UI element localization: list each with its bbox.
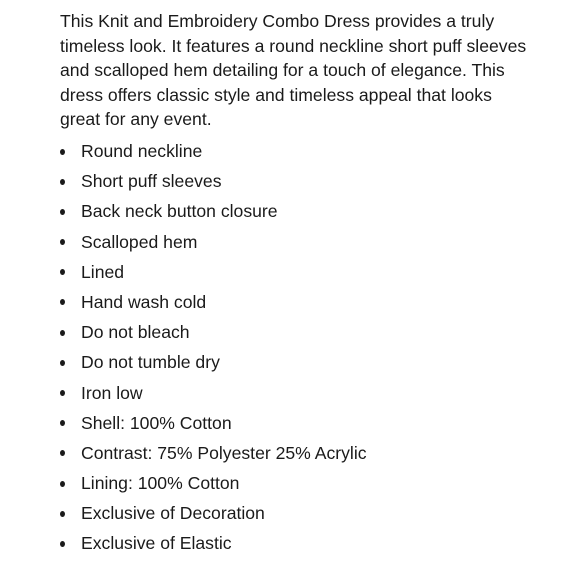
feature-text: Do not bleach bbox=[81, 322, 190, 343]
feature-text: Exclusive of Elastic bbox=[81, 533, 232, 554]
bullet-icon bbox=[60, 179, 65, 185]
feature-text: Do not tumble dry bbox=[81, 352, 220, 373]
feature-text: Contrast: 75% Polyester 25% Acrylic bbox=[81, 442, 367, 463]
product-description: This Knit and Embroidery Combo Dress provides a truly timeless look. It features a round neckline short puff sleeves and scalloped hem detailing for a touch of elegance. This dress offers classic style and timeless appeal that looks great for any event. bbox=[60, 11, 527, 129]
feature-text: Exclusive of Decoration bbox=[81, 503, 265, 524]
bullet-icon bbox=[60, 209, 65, 215]
bullet-icon bbox=[60, 450, 65, 456]
bullet-icon bbox=[60, 239, 65, 245]
bullet-icon bbox=[60, 360, 65, 366]
feature-text: Back neck button closure bbox=[81, 201, 278, 222]
feature-text: Round neckline bbox=[81, 141, 203, 161]
bullet-icon bbox=[60, 149, 65, 155]
bullet-icon bbox=[60, 541, 65, 547]
feature-text: Iron low bbox=[81, 382, 143, 403]
feature-text: Hand wash cold bbox=[81, 291, 207, 312]
bullet-icon bbox=[60, 299, 65, 305]
feature-text: Lined bbox=[81, 261, 125, 282]
bullet-icon bbox=[60, 511, 65, 517]
feature-text: Scalloped hem bbox=[81, 231, 198, 252]
feature-text: Lining: 100% Cotton bbox=[81, 473, 240, 494]
bullet-icon bbox=[60, 481, 65, 487]
bullet-icon bbox=[60, 330, 65, 336]
bullet-icon bbox=[60, 390, 65, 396]
feature-text: Short puff sleeves bbox=[81, 171, 222, 192]
feature-text: Shell: 100% Cotton bbox=[81, 412, 232, 433]
bullet-icon bbox=[60, 269, 65, 275]
bullet-icon bbox=[60, 420, 65, 426]
